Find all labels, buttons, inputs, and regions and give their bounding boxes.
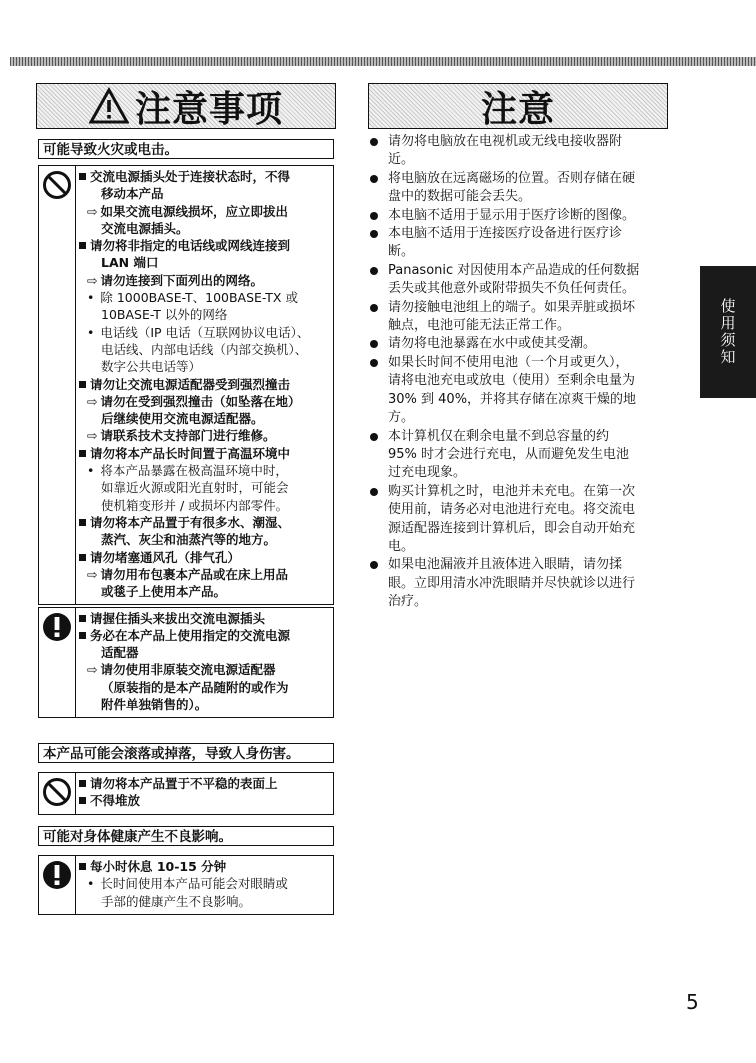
line-text: 请勿将本产品长时间置于高温环境中: [90, 445, 291, 461]
block-line: [79, 237, 329, 254]
notice-item: [368, 556, 678, 611]
notice-text: 盘中的数据可能会丢失。: [388, 189, 532, 205]
line-text: 将本产品暴露在极高温环境中时，: [100, 463, 288, 479]
notice-text: 请勿将电池暴露在水中或使其受潮。: [388, 336, 597, 352]
block-line: [79, 254, 329, 271]
notice-item: [368, 335, 678, 353]
block-line: [79, 410, 329, 427]
notice-item: [368, 207, 678, 225]
warning-triangle-icon: [89, 87, 129, 125]
block-line: [79, 792, 329, 809]
dot-bullet-icon: •: [87, 324, 95, 340]
line-text: 不得堆放: [90, 793, 141, 809]
icon-column: [39, 773, 76, 814]
line-text: 适配器: [101, 645, 139, 661]
block-line: [79, 497, 329, 514]
line-text: 请勿将本产品置于有很多水、潮湿、: [90, 514, 291, 530]
block-line: [79, 566, 329, 583]
notice-text: 购买计算机之时，电池并未充电。在第一次: [388, 483, 636, 499]
notice-text: 请勿将电脑放在电视机或无线电接收器附: [388, 134, 623, 149]
icon-column: [39, 856, 76, 914]
line-text: 长时间使用本产品可能会对眼睛或: [100, 876, 288, 892]
line-text: 如靠近火源或阳光直射时，可能会: [101, 480, 289, 496]
square-bullet-icon: [79, 381, 86, 388]
block-line: [79, 427, 329, 444]
notice-title-box: [368, 83, 668, 129]
notice-text: 近。: [388, 152, 415, 168]
square-bullet-icon: [79, 615, 86, 622]
arrow-right-icon: ⇨: [87, 662, 98, 678]
notice-text: 触点，电池可能无法正常工作。: [388, 318, 571, 334]
round-bullet-icon: [370, 488, 378, 496]
block-line: [79, 168, 329, 185]
notice-text: 治疗。: [388, 594, 428, 610]
block-line: [79, 531, 329, 548]
round-bullet-icon: [370, 138, 378, 146]
notice-text: 方。: [388, 410, 415, 426]
line-text: 请联系技术支持部门进行维修。: [100, 428, 276, 444]
notice-item: [368, 354, 678, 428]
line-text: 每小时休息 10-15 分钟: [90, 859, 227, 874]
square-bullet-icon: [79, 519, 86, 526]
notice-item: [368, 428, 678, 483]
notice-text: 本计算机仅在剩余电量不到总容量的约: [388, 428, 610, 444]
line-text: 请勿将本产品置于不平稳的表面上: [90, 776, 278, 791]
side-tab-label: 使用须知: [718, 298, 737, 366]
block-line: [79, 549, 329, 566]
caution-title: 注意事项: [134, 88, 283, 130]
dot-bullet-icon: •: [87, 463, 95, 479]
notice-text: Panasonic 对因使用本产品造成的任何数据: [388, 262, 640, 278]
section-side-tab: [700, 266, 756, 398]
line-text: 交流电源插头。: [101, 220, 189, 236]
block-line: [79, 679, 329, 696]
line-text: 移动本产品: [101, 186, 164, 202]
section-heading: 可能导致火灾或电击。: [38, 139, 334, 159]
block-line: [79, 893, 329, 910]
line-text: 请勿堵塞通风孔（排气孔）: [90, 549, 241, 565]
line-text: 附件单独销售的）。: [101, 696, 208, 712]
notice-item: [368, 299, 678, 336]
section-heading: 本产品可能会滚落或掉落，导致人身伤害。: [38, 743, 334, 763]
notice-item: [368, 133, 678, 170]
line-text: 交流电源插头处于连接状态时，不得: [90, 169, 291, 184]
icon-column: [39, 166, 76, 604]
line-text: 或毯子上使用本产品。: [101, 584, 227, 600]
block-line: [79, 393, 329, 410]
notice-text: 30% 到 40%，并将其存储在凉爽干燥的地: [388, 391, 637, 407]
page-number: 5: [686, 990, 699, 1014]
block-content: [75, 856, 333, 914]
line-text: 手部的健康产生不良影响。: [101, 893, 252, 909]
block-content: [75, 773, 333, 814]
block-line: [79, 479, 329, 496]
square-bullet-icon: [79, 863, 86, 870]
notice-text: 如果长时间不使用电池（一个月或更久），: [388, 354, 629, 370]
block-line: [79, 358, 329, 375]
square-bullet-icon: [79, 780, 86, 787]
notice-text: 请将电池充电或放电（使用）至剩余电量为: [388, 373, 636, 389]
line-text: 请勿在受到强烈撞击（如坠落在地）: [100, 393, 301, 409]
notice-text: 请勿接触电池组上的端子。如果弄脏或损坏: [388, 299, 636, 315]
round-bullet-icon: [370, 212, 378, 220]
line-text: 务必在本产品上使用指定的交流电源: [90, 627, 291, 643]
arrow-right-icon: ⇨: [87, 203, 98, 219]
block-line: [79, 661, 329, 678]
line-text: 电话线、内部电话线（内部交换机）、: [101, 341, 308, 357]
round-bullet-icon: [370, 267, 378, 275]
block-line: [79, 324, 329, 341]
block-line: [79, 203, 329, 220]
block-line: [79, 462, 329, 479]
line-text: 数字公共电话等）: [101, 359, 202, 375]
notice-text: 丢失或其他意外或附带损失不负任何责任。: [388, 281, 636, 297]
notice-text: 如果电池漏液并且液体进入眼睛，请勿揉: [388, 557, 623, 573]
prohibition-icon: [42, 777, 72, 807]
round-bullet-icon: [370, 433, 378, 441]
square-bullet-icon: [79, 242, 86, 249]
block-line: [79, 514, 329, 531]
block-line: [79, 627, 329, 644]
arrow-right-icon: ⇨: [87, 393, 98, 409]
mandatory-icon: [42, 612, 72, 642]
block-line: [79, 858, 329, 875]
notice-text: 断。: [388, 244, 415, 260]
notice-text: 本电脑不适用于显示用于医疗诊断的图像。: [388, 207, 636, 223]
block-line: [79, 775, 329, 792]
line-text: 电话线（IP 电话（互联网协议电话）、: [100, 324, 310, 340]
line-text: 请握住插头来拔出交流电源插头: [90, 610, 266, 626]
dot-bullet-icon: •: [87, 876, 95, 892]
notice-item: [368, 225, 678, 262]
line-text: 蒸汽、灰尘和油蒸汽等的地方。: [101, 532, 277, 548]
notice-item: [368, 483, 678, 557]
round-bullet-icon: [370, 175, 378, 183]
notice-list: [368, 133, 678, 612]
square-bullet-icon: [79, 797, 86, 804]
line-text: 请勿用布包裹本产品或在床上用品: [100, 566, 288, 582]
line-text: 除 1000BASE-T、100BASE-TX 或: [100, 290, 298, 306]
line-text: 请勿连接到下面列出的网络。: [100, 272, 263, 288]
block-line: [79, 583, 329, 600]
notice-text: 95% 时才会进行充电，从而避免发生电池: [388, 446, 630, 462]
line-text: 如果交流电源线损坏，应立即拔出: [100, 203, 288, 219]
round-bullet-icon: [370, 230, 378, 238]
notice-title: 注意: [480, 88, 555, 130]
round-bullet-icon: [370, 561, 378, 569]
notice-text: 过充电现象。: [388, 465, 467, 481]
block-line: [79, 696, 329, 713]
arrow-right-icon: ⇨: [87, 272, 98, 288]
line-text: 后继续使用交流电源适配器。: [101, 411, 264, 427]
block-line: [79, 610, 329, 627]
warning-block: [38, 772, 334, 815]
line-text: 10BASE-T 以外的网络: [101, 307, 228, 323]
dot-bullet-icon: •: [87, 290, 95, 306]
block-content: [75, 166, 333, 604]
square-bullet-icon: [79, 173, 86, 180]
block-line: [79, 445, 329, 462]
line-text: LAN 端口: [101, 255, 159, 271]
line-text: 请勿将非指定的电话线或网线连接到: [90, 238, 291, 254]
block-line: [79, 272, 329, 289]
notice-text: 本电脑不适用于连接医疗设备进行医疗诊: [388, 226, 623, 242]
block-line: [79, 644, 329, 661]
round-bullet-icon: [370, 340, 378, 348]
line-text: 使机箱变形并 / 或损坏内部零件。: [101, 497, 289, 513]
prohibition-icon: [42, 170, 72, 200]
arrow-right-icon: ⇨: [87, 566, 98, 582]
caution-title-box: [36, 83, 336, 129]
square-bullet-icon: [79, 450, 86, 457]
line-text: 请勿使用非原装交流电源适配器: [100, 662, 276, 678]
line-text: （原装指的是本产品随附的或作为: [101, 679, 289, 695]
block-line: [79, 341, 329, 358]
square-bullet-icon: [79, 632, 86, 639]
round-bullet-icon: [370, 304, 378, 312]
notice-text: 眼。立即用清水冲洗眼睛并尽快就诊以进行: [388, 575, 636, 591]
notice-text: 源适配器连接到计算机后，即会自动开始充: [388, 520, 636, 536]
top-dither-band: [10, 57, 756, 66]
block-line: [79, 220, 329, 237]
notice-item: [368, 170, 678, 207]
block-line: [79, 289, 329, 306]
warning-block: [38, 165, 334, 605]
arrow-right-icon: ⇨: [87, 428, 98, 444]
notice-item: [368, 262, 678, 299]
block-line: [79, 376, 329, 393]
section-heading: 可能对身体健康产生不良影响。: [38, 826, 334, 846]
line-text: 请勿让交流电源适配器受到强烈撞击: [90, 376, 291, 392]
round-bullet-icon: [370, 359, 378, 367]
block-line: [79, 306, 329, 323]
icon-column: [39, 608, 76, 718]
mandatory-icon: [42, 860, 72, 890]
block-line: [79, 185, 329, 202]
square-bullet-icon: [79, 554, 86, 561]
notice-text: 使用前，请务必对电池进行充电。将交流电: [388, 502, 636, 518]
warning-block: [38, 855, 334, 915]
warning-block: [38, 607, 334, 719]
notice-text: 电。: [388, 538, 415, 554]
block-line: [79, 875, 329, 892]
notice-text: 将电脑放在远离磁场的位置。否则存储在硬: [388, 170, 636, 186]
block-content: [75, 608, 333, 718]
